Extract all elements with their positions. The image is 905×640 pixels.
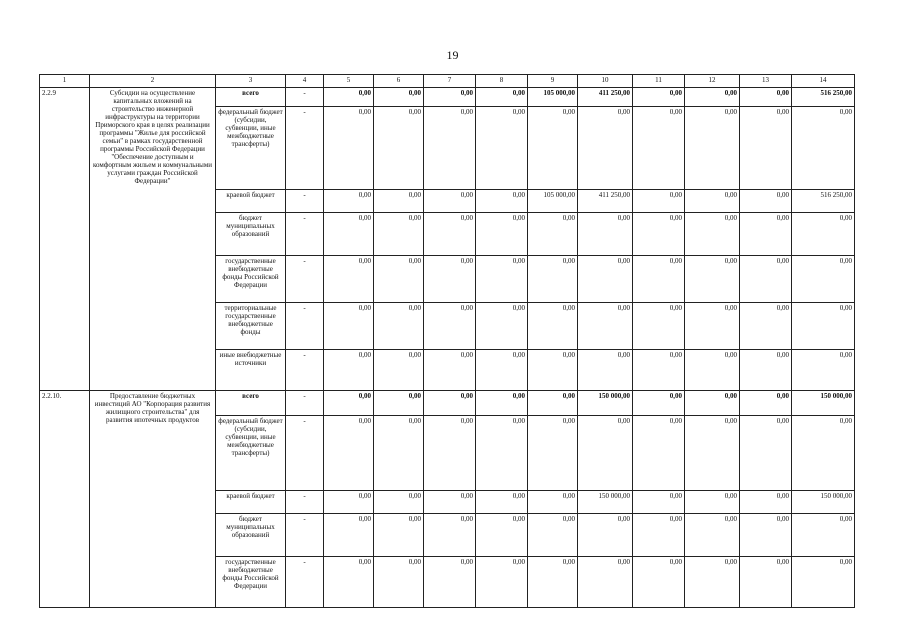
column-4-value: - bbox=[286, 190, 324, 213]
column-4-value: - bbox=[286, 107, 324, 190]
funding-source: иные внебюджетные источники bbox=[216, 350, 286, 391]
amount-cell: 0,00 bbox=[374, 391, 424, 416]
amount-cell: 0,00 bbox=[792, 256, 855, 303]
amount-cell: 0,00 bbox=[633, 391, 685, 416]
amount-cell: 0,00 bbox=[740, 107, 792, 190]
amount-cell: 0,00 bbox=[578, 416, 633, 491]
amount-cell: 0,00 bbox=[633, 416, 685, 491]
amount-cell: 0,00 bbox=[324, 107, 374, 190]
amount-cell: 0,00 bbox=[424, 190, 476, 213]
funding-source: государственные внебюджетные фонды Российской Федерации bbox=[216, 557, 286, 608]
amount-cell: 0,00 bbox=[685, 303, 740, 350]
amount-cell: 0,00 bbox=[633, 303, 685, 350]
amount-cell: 0,00 bbox=[476, 303, 528, 350]
amount-cell: 0,00 bbox=[528, 350, 578, 391]
column-4-value: - bbox=[286, 350, 324, 391]
budget-table bbox=[39, 74, 855, 608]
amount-cell: 0,00 bbox=[374, 256, 424, 303]
amount-cell: 0,00 bbox=[374, 557, 424, 608]
amount-cell: 0,00 bbox=[740, 303, 792, 350]
amount-cell: 0,00 bbox=[740, 491, 792, 514]
column-4-value: - bbox=[286, 303, 324, 350]
funding-source: бюджет муниципальных образований bbox=[216, 213, 286, 256]
column-4-value: - bbox=[286, 391, 324, 416]
amount-cell: 0,00 bbox=[685, 391, 740, 416]
amount-cell: 0,00 bbox=[374, 303, 424, 350]
amount-cell: 0,00 bbox=[424, 303, 476, 350]
amount-cell: 150 000,00 bbox=[578, 391, 633, 416]
amount-cell: 0,00 bbox=[324, 391, 374, 416]
amount-cell: 0,00 bbox=[633, 256, 685, 303]
funding-source: краевой бюджет bbox=[216, 190, 286, 213]
funding-source: федеральный бюджет (субсидии, субвенции, иные межбюджетные трансферты) bbox=[216, 107, 286, 190]
amount-cell: 0,00 bbox=[424, 350, 476, 391]
amount-cell: 105 000,00 bbox=[528, 190, 578, 213]
amount-cell: 0,00 bbox=[633, 491, 685, 514]
section-code: 2.2.10. bbox=[40, 391, 90, 608]
header-cell: 12 bbox=[685, 75, 740, 88]
amount-cell: 0,00 bbox=[578, 303, 633, 350]
amount-cell: 0,00 bbox=[685, 416, 740, 491]
amount-cell: 0,00 bbox=[685, 213, 740, 256]
amount-cell: 0,00 bbox=[792, 107, 855, 190]
header-cell: 2 bbox=[90, 75, 216, 88]
funding-source: всего bbox=[216, 88, 286, 107]
amount-cell: 0,00 bbox=[476, 514, 528, 557]
column-4-value: - bbox=[286, 416, 324, 491]
amount-cell: 0,00 bbox=[324, 514, 374, 557]
amount-cell: 516 250,00 bbox=[792, 88, 855, 107]
amount-cell: 0,00 bbox=[685, 557, 740, 608]
amount-cell: 0,00 bbox=[476, 416, 528, 491]
section-code: 2.2.9 bbox=[40, 88, 90, 391]
amount-cell: 0,00 bbox=[578, 514, 633, 557]
amount-cell: 0,00 bbox=[424, 391, 476, 416]
amount-cell: 0,00 bbox=[324, 416, 374, 491]
header-cell: 11 bbox=[633, 75, 685, 88]
amount-cell: 0,00 bbox=[476, 491, 528, 514]
amount-cell: 0,00 bbox=[578, 557, 633, 608]
header-cell: 5 bbox=[324, 75, 374, 88]
amount-cell: 0,00 bbox=[324, 557, 374, 608]
amount-cell: 0,00 bbox=[528, 256, 578, 303]
amount-cell: 0,00 bbox=[740, 88, 792, 107]
amount-cell: 0,00 bbox=[424, 491, 476, 514]
amount-cell: 411 250,00 bbox=[578, 190, 633, 213]
funding-source: краевой бюджет bbox=[216, 491, 286, 514]
section-name: Субсидии на осуществление капитальных вложений на строительство инженерной инфраструктуры на территории Приморского края в целях реализации программы "Жилье для российской семьи" в рамках государственной программы Российской Федерации "Обеспечение доступным и комфортным жильем и коммунальными услугами граждан Российской Федерации" bbox=[90, 88, 216, 391]
amount-cell: 0,00 bbox=[374, 213, 424, 256]
column-4-value: - bbox=[286, 514, 324, 557]
amount-cell: 0,00 bbox=[740, 213, 792, 256]
header-cell: 6 bbox=[374, 75, 424, 88]
amount-cell: 0,00 bbox=[578, 213, 633, 256]
amount-cell: 0,00 bbox=[685, 107, 740, 190]
amount-cell: 0,00 bbox=[685, 190, 740, 213]
amount-cell: 0,00 bbox=[374, 190, 424, 213]
header-cell: 13 bbox=[740, 75, 792, 88]
amount-cell: 0,00 bbox=[476, 190, 528, 213]
funding-source: территориальные государственные внебюджетные фонды bbox=[216, 303, 286, 350]
amount-cell: 0,00 bbox=[528, 213, 578, 256]
amount-cell: 0,00 bbox=[528, 107, 578, 190]
amount-cell: 0,00 bbox=[740, 557, 792, 608]
amount-cell: 0,00 bbox=[633, 107, 685, 190]
amount-cell: 150 000,00 bbox=[578, 491, 633, 514]
amount-cell: 0,00 bbox=[633, 557, 685, 608]
amount-cell: 0,00 bbox=[578, 256, 633, 303]
amount-cell: 0,00 bbox=[633, 213, 685, 256]
header-cell: 7 bbox=[424, 75, 476, 88]
amount-cell: 0,00 bbox=[528, 391, 578, 416]
amount-cell: 0,00 bbox=[740, 256, 792, 303]
amount-cell: 0,00 bbox=[324, 256, 374, 303]
column-4-value: - bbox=[286, 557, 324, 608]
amount-cell: 0,00 bbox=[792, 557, 855, 608]
amount-cell: 0,00 bbox=[528, 491, 578, 514]
amount-cell: 0,00 bbox=[740, 514, 792, 557]
funding-source: бюджет муниципальных образований bbox=[216, 514, 286, 557]
amount-cell: 0,00 bbox=[792, 416, 855, 491]
amount-cell: 0,00 bbox=[528, 303, 578, 350]
amount-cell: 411 250,00 bbox=[578, 88, 633, 107]
header-cell: 14 bbox=[792, 75, 855, 88]
amount-cell: 0,00 bbox=[424, 88, 476, 107]
header-cell: 3 bbox=[216, 75, 286, 88]
amount-cell: 0,00 bbox=[424, 557, 476, 608]
amount-cell: 0,00 bbox=[424, 213, 476, 256]
amount-cell: 0,00 bbox=[324, 303, 374, 350]
amount-cell: 0,00 bbox=[476, 107, 528, 190]
funding-source: всего bbox=[216, 391, 286, 416]
page-number: 19 bbox=[446, 48, 459, 62]
amount-cell: 0,00 bbox=[792, 350, 855, 391]
amount-cell: 0,00 bbox=[685, 88, 740, 107]
amount-cell: 0,00 bbox=[528, 416, 578, 491]
amount-cell: 0,00 bbox=[374, 491, 424, 514]
amount-cell: 0,00 bbox=[633, 88, 685, 107]
amount-cell: 0,00 bbox=[685, 514, 740, 557]
amount-cell: 0,00 bbox=[374, 107, 424, 190]
amount-cell: 0,00 bbox=[792, 213, 855, 256]
amount-cell: 0,00 bbox=[324, 491, 374, 514]
amount-cell: 0,00 bbox=[424, 514, 476, 557]
amount-cell: 0,00 bbox=[578, 350, 633, 391]
amount-cell: 0,00 bbox=[476, 256, 528, 303]
amount-cell: 0,00 bbox=[424, 416, 476, 491]
amount-cell: 0,00 bbox=[324, 190, 374, 213]
amount-cell: 0,00 bbox=[374, 416, 424, 491]
amount-cell: 0,00 bbox=[792, 303, 855, 350]
table-row bbox=[40, 88, 855, 107]
header-cell: 8 bbox=[476, 75, 528, 88]
amount-cell: 0,00 bbox=[476, 350, 528, 391]
amount-cell: 0,00 bbox=[740, 350, 792, 391]
amount-cell: 0,00 bbox=[633, 514, 685, 557]
amount-cell: 0,00 bbox=[374, 514, 424, 557]
header-cell: 1 bbox=[40, 75, 90, 88]
header-cell: 4 bbox=[286, 75, 324, 88]
amount-cell: 150 000,00 bbox=[792, 391, 855, 416]
column-4-value: - bbox=[286, 213, 324, 256]
amount-cell: 0,00 bbox=[374, 88, 424, 107]
amount-cell: 0,00 bbox=[324, 213, 374, 256]
header-row bbox=[40, 75, 855, 88]
amount-cell: 0,00 bbox=[740, 391, 792, 416]
amount-cell: 0,00 bbox=[476, 213, 528, 256]
amount-cell: 516 250,00 bbox=[792, 190, 855, 213]
amount-cell: 0,00 bbox=[528, 514, 578, 557]
amount-cell: 0,00 bbox=[633, 190, 685, 213]
amount-cell: 0,00 bbox=[685, 491, 740, 514]
amount-cell: 0,00 bbox=[685, 256, 740, 303]
amount-cell: 0,00 bbox=[792, 514, 855, 557]
amount-cell: 0,00 bbox=[476, 391, 528, 416]
amount-cell: 0,00 bbox=[740, 416, 792, 491]
amount-cell: 0,00 bbox=[476, 88, 528, 107]
amount-cell: 0,00 bbox=[324, 88, 374, 107]
amount-cell: 0,00 bbox=[578, 107, 633, 190]
amount-cell: 0,00 bbox=[633, 350, 685, 391]
amount-cell: 0,00 bbox=[528, 557, 578, 608]
column-4-value: - bbox=[286, 256, 324, 303]
column-4-value: - bbox=[286, 88, 324, 107]
amount-cell: 0,00 bbox=[476, 557, 528, 608]
section-name: Предоставление бюджетных инвестиций АО "Корпорация развития жилищного строительства" для развития ипотечных продуктов bbox=[90, 391, 216, 608]
amount-cell: 150 000,00 bbox=[792, 491, 855, 514]
amount-cell: 0,00 bbox=[324, 350, 374, 391]
header-cell: 9 bbox=[528, 75, 578, 88]
table-row bbox=[40, 391, 855, 416]
amount-cell: 0,00 bbox=[685, 350, 740, 391]
amount-cell: 0,00 bbox=[740, 190, 792, 213]
header-cell: 10 bbox=[578, 75, 633, 88]
funding-source: государственные внебюджетные фонды Российской Федерации bbox=[216, 256, 286, 303]
amount-cell: 0,00 bbox=[424, 256, 476, 303]
amount-cell: 0,00 bbox=[424, 107, 476, 190]
column-4-value: - bbox=[286, 491, 324, 514]
amount-cell: 0,00 bbox=[374, 350, 424, 391]
amount-cell: 105 000,00 bbox=[528, 88, 578, 107]
funding-source: федеральный бюджет (субсидии, субвенции, иные межбюджетные трансферты) bbox=[216, 416, 286, 491]
